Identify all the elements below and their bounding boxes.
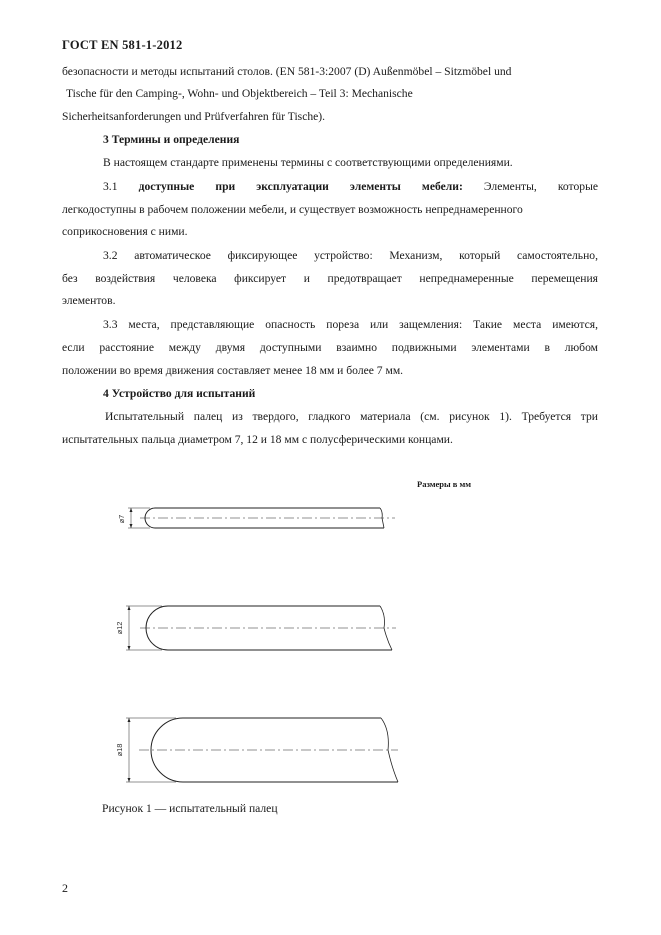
document-header: ГОСТ EN 581-1-2012 bbox=[62, 38, 183, 52]
definition-3-2-line-2: без воздействия человека фиксирует и предотвращает непреднамеренные перемещения bbox=[62, 272, 598, 285]
section-3-intro: В настоящем стандарте применены термины с соответствующими определениями. bbox=[103, 156, 513, 169]
definition-3-1-term: доступные при эксплуатации элементы мебели: bbox=[138, 180, 463, 193]
dimension-label-12: ⌀12 bbox=[115, 621, 124, 635]
dimension-label-18: ⌀18 bbox=[115, 743, 124, 757]
definition-3-1-line-2: легкодоступны в рабочем положении мебели, и существует возможность непреднамеренного bbox=[62, 203, 523, 216]
test-finger-18mm bbox=[126, 718, 398, 782]
section-4-line-1: Испытательный палец из твердого, гладкого материала (см. рисунок 1). Требуется три bbox=[105, 410, 598, 423]
section-4-line-2: испытательных пальца диаметром 7, 12 и 18 мм с полусферическими концами. bbox=[62, 433, 453, 446]
definition-3-1-number: 3.1 bbox=[103, 180, 118, 193]
page-number: 2 bbox=[62, 881, 68, 895]
definition-3-3-line-1: 3.3 места, представляющие опасность пореза или защемления: Такие места имеются, bbox=[103, 318, 598, 331]
figure-caption: Рисунок 1 — испытательный палец bbox=[102, 802, 278, 815]
definition-3-1-text: Элементы, которые bbox=[483, 180, 598, 193]
definition-3-1-line-3: соприкосновения с ними. bbox=[62, 225, 188, 238]
test-finger-7mm bbox=[128, 508, 395, 528]
definition-3-3-line-3: положении во время движения составляет менее 18 мм и более 7 мм. bbox=[62, 364, 404, 377]
dimension-label-7: ⌀7 bbox=[117, 514, 126, 524]
section-4-heading: 4 Устройство для испытаний bbox=[103, 387, 256, 400]
test-finger-12mm bbox=[126, 606, 396, 650]
definition-3-3-line-2: если расстояние между двумя доступными взаимно подвижными элементами в любом bbox=[62, 341, 598, 354]
intro-line-2: Tische für den Camping-, Wohn- und Objektbereich – Teil 3: Mechanische bbox=[66, 87, 413, 100]
intro-line-3: Sicherheitsanforderungen und Prüfverfahren für Tische). bbox=[62, 110, 326, 123]
section-3-heading: 3 Термины и определения bbox=[103, 133, 240, 146]
definition-3-2-line-3: элементов. bbox=[62, 294, 116, 307]
units-note: Размеры в мм bbox=[417, 479, 472, 489]
intro-line-1: безопасности и методы испытаний столов. (EN 581-3:2007 (D) Außenmöbel – Sitzmöbel und bbox=[62, 65, 512, 78]
definition-3-2-line-1: 3.2 автоматическое фиксирующее устройство: Механизм, который самостоятельно, bbox=[103, 249, 598, 262]
